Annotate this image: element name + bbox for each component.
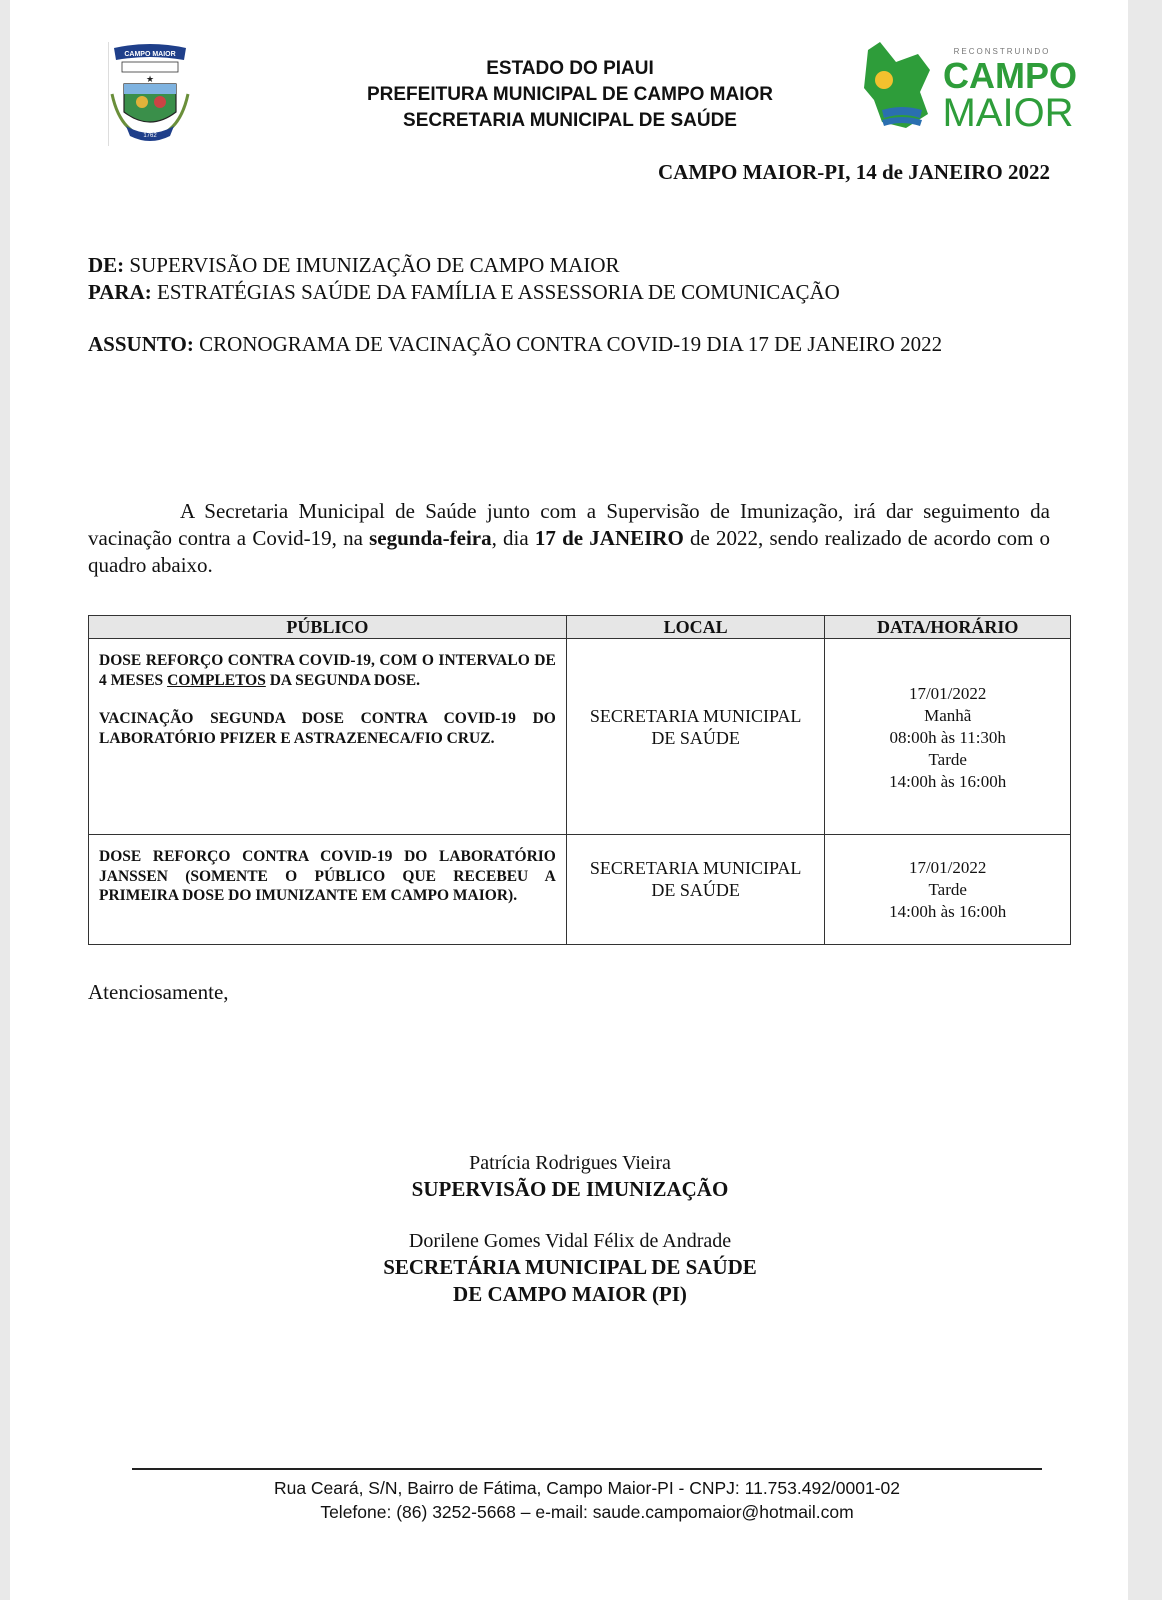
row1-publico-text-a: DOSE REFORÇO CONTRA COVID-19, COM O INTERVALO DE 4 MESES — [99, 652, 556, 689]
memo-to-value: ESTRATÉGIAS SAÚDE DA FAMÍLIA E ASSESSORIA DE COMUNICAÇÃO — [157, 280, 840, 304]
table-header-row — [89, 616, 1071, 639]
row1-publico — [89, 639, 567, 835]
letterhead — [270, 56, 870, 134]
memo-subject-label: ASSUNTO: — [88, 332, 194, 356]
schedule-table — [88, 615, 1071, 945]
memo-to-label: PARA: — [88, 280, 152, 304]
row2-data-horario — [825, 835, 1071, 945]
logo-word-maior: MAIOR — [942, 91, 1074, 135]
signature-supervisor-name: Patrícia Rodrigues Vieira — [469, 1152, 671, 1174]
row1-date: 17/01/2022 — [908, 684, 987, 703]
letterhead-secretariat: SECRETARIA MUNICIPAL DE SAÚDE — [403, 110, 737, 131]
row2-time: 14:00h às 16:00h — [889, 902, 1007, 921]
footer-contact: Telefone: (86) 3252-5668 – e-mail: saude.campomaior@hotmail.com — [320, 1502, 854, 1522]
memo-from — [88, 252, 620, 279]
row1-publico-second: VACINAÇÃO SEGUNDA DOSE CONTRA COVID-19 DO LABORATÓRIO PFIZER E ASTRAZENECA/FIO CRUZ. — [99, 710, 556, 747]
memo-subject — [88, 331, 942, 358]
document-page — [10, 0, 1128, 1600]
signature-supervisor — [270, 1150, 870, 1203]
row1-shift-morning: Manhã — [924, 706, 972, 725]
body-text-2: , dia — [491, 526, 535, 550]
row1-local: SECRETARIA MUNICIPAL DE SAÚDE — [566, 639, 825, 835]
logo-kicker: RECONSTRUINDO — [953, 47, 1051, 56]
header-local: LOCAL — [566, 616, 825, 639]
closing-salutation: Atenciosamente, — [88, 980, 229, 1004]
body-paragraph — [88, 498, 1050, 579]
row1-publico-text-b: DA SEGUNDA DOSE. — [265, 671, 421, 689]
row1-publico-underline: COMPLETOS — [167, 671, 266, 689]
memo-to — [88, 279, 840, 306]
signature-secretary-role1: SECRETÁRIA MUNICIPAL DE SAÚDE — [383, 1255, 757, 1279]
signature-secretary-role2: DE CAMPO MAIOR (PI) — [453, 1282, 687, 1306]
footer — [132, 1476, 1042, 1524]
memo-subject-value: CRONOGRAMA DE VACINAÇÃO CONTRA COVID-19 DIA 17 DE JANEIRO 2022 — [199, 332, 943, 356]
letterhead-state: ESTADO DO PIAUI — [486, 58, 654, 79]
body-bold-date: 17 de JANEIRO — [534, 526, 684, 550]
letterhead-prefecture: PREFEITURA MUNICIPAL DE CAMPO MAIOR — [366, 84, 774, 105]
row1-time-afternoon: 14:00h às 16:00h — [889, 772, 1007, 791]
memo-from-value: SUPERVISÃO DE IMUNIZAÇÃO DE CAMPO MAIOR — [129, 253, 620, 277]
signature-supervisor-role: SUPERVISÃO DE IMUNIZAÇÃO — [411, 1177, 729, 1201]
coat-banner-text: CAMPO MAIOR — [124, 51, 176, 58]
table-row — [89, 835, 1071, 945]
header-data-horario: DATA/HORÁRIO — [825, 616, 1071, 639]
body-text-1: A Secretaria Municipal de Saúde junto com a Supervisão de Imunização, irá dar seguimento da vacinação contra a Covid-19, na — [88, 499, 1050, 550]
row1-shift-afternoon: Tarde — [928, 750, 967, 769]
memo-from-label: DE: — [88, 253, 125, 277]
campo-maior-logo-icon — [862, 40, 1092, 140]
body-bold-weekday: segunda-feira — [369, 526, 492, 550]
footer-address: Rua Ceará, S/N, Bairro de Fátima, Campo Maior-PI - CNPJ: 11.753.492/0001-02 — [273, 1478, 901, 1498]
svg-text:★: ★ — [145, 74, 155, 84]
row2-publico-text: DOSE REFORÇO CONTRA COVID-19 DO LABORATÓRIO JANSSEN (SOMENTE O PÚBLICO QUE RECEBEU A PRIMEIRA DOSE DO IMUNIZANTE EM CAMPO MAIOR). — [99, 848, 556, 904]
document-date: CAMPO MAIOR-PI, 14 de JANEIRO 2022 — [658, 160, 1050, 184]
row2-shift: Tarde — [928, 880, 967, 899]
footer-divider — [132, 1468, 1042, 1470]
coat-of-arms-icon — [108, 42, 192, 146]
row2-date: 17/01/2022 — [908, 858, 987, 877]
row2-local: SECRETARIA MUNICIPAL DE SAÚDE — [566, 835, 825, 945]
header-publico: PÚBLICO — [89, 616, 567, 639]
logo-word-campo: CAMPO — [943, 55, 1077, 96]
table-row — [89, 639, 1071, 835]
row1-time-morning: 08:00h às 11:30h — [889, 728, 1006, 747]
body-text-3: de 2022, sendo realizado de acordo com o quadro abaixo. — [88, 526, 1050, 577]
coat-year-text: 1762 — [143, 133, 157, 139]
row2-publico — [89, 835, 567, 945]
signature-secretary — [270, 1228, 870, 1308]
row1-data-horario — [825, 639, 1071, 835]
signature-secretary-name: Dorilene Gomes Vidal Félix de Andrade — [408, 1230, 732, 1252]
